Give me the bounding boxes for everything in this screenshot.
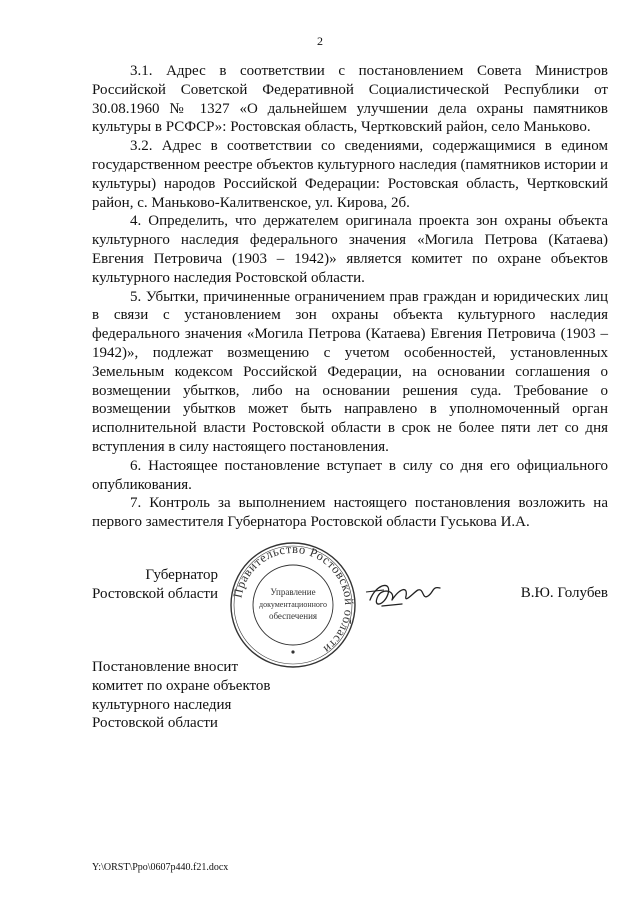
official-seal-icon xyxy=(226,540,360,670)
paragraph-4: 4. Определить, что держателем оригинала проекта зон охраны объекта культурного наследия федерального значения «Могила Петрова (Катаева) Евгения Петровича (1903 – 1942)» является комитет по охране объектов культурного наследия Ростовской области. xyxy=(92,213,608,286)
handwritten-signature-icon xyxy=(362,570,452,620)
submitter-note-line: культурного наследия xyxy=(92,696,232,713)
submitter-note-line: Ростовской области xyxy=(92,715,218,732)
page-number: 2 xyxy=(317,34,323,48)
paragraph-5: 5. Убытки, причиненные ограничением прав граждан и юридических лиц в связи с установлением зон охраны объекта культурного наследия федерального значения «Могила Петрова (Катаева) Евгения Петровича (1903 – 1942)», подлежат возмещению с учетом особенностей, установленных Земельным кодексом Российской Федерации, на основании соглашения о возмещении убытков, либо на основании решения суда. Требование о возмещении убытков может быть направлено в уполномоченный орган исполнительной власти Ростовской области в срок не более пяти лет со дня вступления в силу настоящего постановления. xyxy=(92,288,608,455)
submitter-note xyxy=(92,658,312,733)
signature-block xyxy=(0,540,640,670)
seal-inner-line: обеспечения xyxy=(268,611,318,621)
signer-title xyxy=(92,566,218,604)
document-body xyxy=(92,62,608,532)
seal-inner-line: документационного xyxy=(259,600,327,609)
signer-title-line: Губернатор xyxy=(145,567,218,583)
seal-inner-line: Управление xyxy=(270,587,316,597)
signer-title-line: Ростовской области xyxy=(92,585,218,602)
submitter-note-line: комитет по охране объектов xyxy=(92,677,271,694)
seal-outer-text: Правительство Ростовской области xyxy=(230,541,357,657)
submitter-note-line: Постановление вносит xyxy=(92,659,239,675)
file-path-footer: Y:\ORST\Ppo\0607p440.f21.docx xyxy=(92,862,229,873)
paragraph-3-1: 3.1. Адрес в соответствии с постановлением Совета Министров Российской Советской Федеративной Социалистической Республики от 30.08.1960 № 1327 «О дальнейшем улучшении дела охраны памятников культуры в РСФСР»: Ростовская область, Чертковский район, село Маньково. xyxy=(92,63,608,136)
paragraph-6: 6. Настоящее постановление вступает в силу со дня его официального опубликования. xyxy=(92,457,608,493)
paragraph-7: 7. Контроль за выполнением настоящего постановления возложить на первого заместителя Губернатора Ростовской области Гуськова И.А. xyxy=(92,495,608,531)
signer-name: В.Ю. Голубев xyxy=(520,585,608,601)
paragraph-3-2: 3.2. Адрес в соответствии со сведениями, содержащимися в едином государственном реестре объектов культурного наследия (памятников истории и культуры) народов Российской Федерации: Ростовская область, Чертковский район, с. Маньково-Калитвенское, ул. Кирова, 2б. xyxy=(92,138,608,211)
